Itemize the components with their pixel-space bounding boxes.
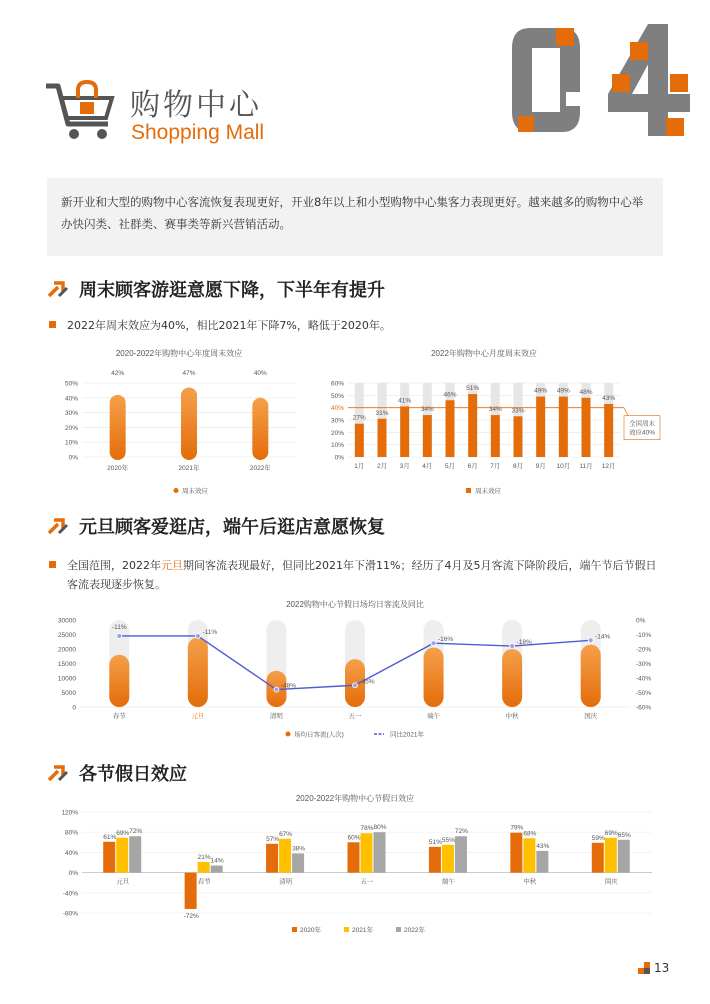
data-label: 42% bbox=[111, 370, 125, 377]
bar bbox=[292, 853, 304, 872]
legend-line-label: 同比2021年 bbox=[390, 731, 424, 739]
x-tick-label: 1月 bbox=[354, 463, 365, 470]
bar bbox=[116, 838, 128, 873]
x-tick-label: 元旦 bbox=[191, 713, 205, 720]
data-label: 14% bbox=[210, 857, 224, 865]
y-tick-label: 40% bbox=[64, 395, 78, 403]
chart-title: 2022购物中心节假日场均日客流及同比 bbox=[286, 600, 424, 609]
reference-callout-leader bbox=[624, 408, 628, 416]
bar bbox=[468, 394, 477, 457]
bar bbox=[491, 415, 500, 457]
data-label: 67% bbox=[279, 830, 293, 838]
data-label: 59% bbox=[591, 834, 605, 842]
bar bbox=[536, 851, 548, 873]
chart-title: 2022年购物中心月度周末效应 bbox=[431, 349, 537, 358]
y-left-tick-label: 5000 bbox=[61, 690, 76, 697]
data-label: 40% bbox=[253, 370, 267, 377]
bar bbox=[266, 844, 278, 873]
y-right-tick-label: -40% bbox=[636, 675, 652, 683]
y-tick-label: 60% bbox=[330, 380, 344, 388]
yoy-point bbox=[431, 641, 436, 646]
bar bbox=[355, 424, 364, 457]
x-tick-label: 2022年 bbox=[249, 465, 271, 472]
intro-text: 新开业和大型的购物中心客流恢复表现更好，开业8年以上和小型购物中心集客力表现更好。越来越多的购物中心举办快闪类、社群类、赛事类等新兴营销活动。 bbox=[47, 178, 663, 256]
yoy-point bbox=[353, 683, 358, 688]
data-label: 68% bbox=[523, 830, 537, 838]
bar bbox=[361, 833, 373, 872]
section-heading-holiday-traffic: 元旦顾客爱逛店，端午后逛店意愿恢复 bbox=[47, 513, 385, 539]
x-tick-label: 元旦 bbox=[116, 878, 130, 886]
x-tick-label: 2月 bbox=[376, 463, 388, 470]
x-tick-label: 端午 bbox=[427, 713, 441, 720]
bar bbox=[604, 404, 613, 457]
data-label: 69% bbox=[604, 829, 618, 837]
y-right-tick-label: 0% bbox=[636, 617, 646, 625]
data-label: 27% bbox=[352, 414, 366, 422]
reference-label: 效应40% bbox=[628, 429, 656, 437]
legend-swatch bbox=[174, 488, 179, 493]
legend-label: 2022年 bbox=[404, 927, 425, 934]
legend-swatch bbox=[466, 488, 471, 493]
x-tick-label: 5月 bbox=[444, 463, 456, 470]
legend-swatch bbox=[292, 927, 297, 932]
yoy-point bbox=[117, 633, 122, 638]
bar bbox=[252, 398, 268, 460]
chart-holiday-effect bbox=[40, 789, 670, 939]
bar bbox=[424, 648, 444, 707]
chart-title: 2020-2022年购物中心年度周末效应 bbox=[115, 349, 243, 358]
x-tick-label: 国庆 bbox=[584, 713, 598, 720]
y-tick-label: 30% bbox=[64, 410, 78, 418]
y-left-tick-label: 25000 bbox=[57, 632, 76, 639]
yoy-point bbox=[588, 638, 593, 643]
data-label: 79% bbox=[510, 824, 524, 832]
yoy-data-label: -45% bbox=[359, 678, 375, 686]
data-label: 31% bbox=[375, 409, 389, 417]
data-label: 43% bbox=[536, 842, 550, 850]
y-tick-label: 10% bbox=[64, 439, 78, 447]
bar bbox=[523, 838, 535, 872]
data-label: 41% bbox=[398, 397, 412, 405]
bullet-weekend: 2022年周末效应为40%，相比2021年下降7%，略低于2020年。 bbox=[47, 316, 607, 335]
legend-label: 周末效应 bbox=[475, 488, 501, 495]
reference-label: 全国周末 bbox=[629, 420, 655, 428]
x-tick-label: 春节 bbox=[197, 878, 211, 886]
chart-holiday-effect-svg bbox=[40, 789, 670, 939]
data-label: 72% bbox=[129, 828, 143, 836]
y-tick-label: 50% bbox=[330, 392, 344, 400]
legend-bars-swatch bbox=[286, 732, 291, 737]
y-left-tick-label: 30000 bbox=[57, 617, 76, 625]
bar bbox=[211, 866, 223, 873]
x-tick-label: 清明 bbox=[279, 878, 293, 886]
chart-holiday-traffic-svg bbox=[40, 594, 670, 750]
chart-holiday-traffic bbox=[40, 594, 670, 750]
page-number: 13 bbox=[638, 961, 669, 975]
y-left-tick-label: 10000 bbox=[57, 675, 76, 683]
data-label: 49% bbox=[556, 387, 570, 395]
y-tick-label: 40% bbox=[330, 405, 344, 413]
y-tick-label: 0% bbox=[334, 454, 344, 462]
bar bbox=[129, 836, 141, 872]
bar bbox=[348, 842, 360, 872]
chart-monthly-weekend-effect bbox=[318, 342, 662, 504]
y-tick-label: 40% bbox=[64, 849, 78, 857]
chart-annual-weekend-effect-svg bbox=[54, 342, 304, 504]
x-tick-label: 春节 bbox=[112, 713, 126, 720]
y-tick-label: -40% bbox=[62, 890, 78, 898]
data-label: 38% bbox=[292, 845, 306, 853]
bar bbox=[110, 395, 126, 460]
bar bbox=[536, 397, 545, 457]
data-label: 47% bbox=[182, 370, 196, 377]
bar bbox=[181, 387, 197, 460]
x-tick-label: 10月 bbox=[556, 463, 571, 470]
bar bbox=[605, 838, 617, 873]
y-left-tick-label: 20000 bbox=[57, 646, 76, 654]
yoy-point bbox=[510, 644, 515, 649]
bar bbox=[581, 645, 601, 707]
data-label: 78% bbox=[360, 825, 374, 833]
x-tick-label: 4月 bbox=[422, 463, 433, 470]
bar bbox=[279, 839, 291, 873]
yoy-point bbox=[274, 687, 279, 692]
bar bbox=[582, 398, 591, 457]
bullet-holiday: 全国范围，2022年元旦期间客流表现最好，但同比2021年下滑11%；经历了4月及5月客流下降阶段后，端午节后节假日客流表现逐步恢复。 bbox=[47, 556, 663, 594]
data-label: 33% bbox=[511, 407, 525, 415]
y-left-tick-label: 0 bbox=[72, 704, 76, 712]
x-tick-label: 端午 bbox=[441, 878, 455, 886]
y-right-tick-label: -60% bbox=[636, 704, 652, 712]
bar bbox=[446, 400, 455, 457]
yoy-data-label: -11% bbox=[111, 623, 127, 631]
chapter-number-graphic bbox=[508, 22, 694, 138]
bar bbox=[514, 416, 523, 457]
bar bbox=[502, 649, 522, 707]
bar bbox=[455, 836, 467, 872]
data-label: 49% bbox=[534, 387, 548, 395]
bar bbox=[429, 847, 441, 873]
page-title: 购物中心 bbox=[130, 88, 262, 123]
y-tick-label: 0% bbox=[68, 454, 78, 462]
bar bbox=[188, 637, 208, 707]
chart-monthly-weekend-effect-svg bbox=[318, 342, 662, 504]
data-label: 72% bbox=[454, 828, 468, 836]
x-tick-label: 五一 bbox=[360, 878, 374, 886]
bar bbox=[374, 832, 386, 872]
data-label: 34% bbox=[420, 406, 434, 414]
bar bbox=[442, 845, 454, 873]
data-label: 48% bbox=[579, 388, 593, 396]
section-heading-weekend: 周末顾客游逛意愿下降，下半年有提升 bbox=[47, 276, 385, 302]
y-tick-label: 50% bbox=[64, 380, 78, 388]
x-tick-label: 中秋 bbox=[523, 878, 537, 886]
arrow-icon bbox=[47, 517, 69, 535]
y-tick-label: 120% bbox=[61, 809, 78, 817]
chart-annual-weekend-effect bbox=[54, 342, 304, 504]
data-label: 34% bbox=[488, 406, 502, 414]
legend-label: 周末效应 bbox=[182, 488, 208, 495]
legend-label: 2020年 bbox=[300, 927, 321, 934]
data-label: 55% bbox=[441, 836, 455, 844]
data-label: 57% bbox=[266, 835, 280, 843]
x-tick-label: 清明 bbox=[269, 713, 283, 720]
y-tick-label: 80% bbox=[64, 829, 78, 837]
x-tick-label: 12月 bbox=[601, 463, 616, 470]
bullet-marker bbox=[49, 321, 56, 328]
data-label: 60% bbox=[347, 834, 361, 842]
yoy-data-label: -48% bbox=[280, 682, 297, 690]
bar bbox=[103, 842, 115, 873]
bar bbox=[400, 406, 409, 457]
legend-label: 2021年 bbox=[352, 927, 373, 934]
data-label: -72% bbox=[183, 912, 199, 920]
x-tick-label: 2020年 bbox=[107, 465, 129, 472]
y-tick-label: 10% bbox=[330, 442, 344, 450]
y-right-tick-label: -10% bbox=[636, 632, 652, 639]
data-label: 69% bbox=[116, 829, 130, 837]
data-label: 43% bbox=[602, 394, 616, 402]
x-tick-label: 3月 bbox=[399, 463, 410, 470]
y-right-tick-label: -50% bbox=[636, 690, 652, 697]
data-label: 46% bbox=[443, 391, 457, 399]
arrow-icon bbox=[47, 764, 69, 782]
page-subtitle: Shopping Mall bbox=[131, 121, 265, 144]
data-label: 51% bbox=[466, 385, 480, 393]
data-label: 21% bbox=[197, 853, 211, 861]
yoy-data-label: -16% bbox=[437, 636, 454, 644]
bar bbox=[618, 840, 630, 873]
x-tick-label: 中秋 bbox=[505, 713, 519, 720]
yoy-data-label: -11% bbox=[202, 628, 218, 636]
x-tick-label: 6月 bbox=[467, 463, 478, 470]
page-marker-icon bbox=[638, 962, 650, 974]
y-tick-label: 20% bbox=[64, 424, 78, 432]
x-tick-label: 7月 bbox=[490, 463, 501, 470]
x-tick-label: 国庆 bbox=[604, 878, 618, 886]
bar bbox=[592, 843, 604, 873]
bar bbox=[198, 862, 210, 873]
x-tick-label: 2021年 bbox=[178, 465, 200, 472]
y-tick-label: -80% bbox=[62, 910, 78, 918]
x-tick-label: 8月 bbox=[512, 463, 524, 470]
shopping-cart-icon bbox=[44, 78, 116, 144]
bar bbox=[185, 873, 197, 909]
data-label: 61% bbox=[103, 833, 117, 841]
data-label: 51% bbox=[428, 838, 442, 846]
x-tick-label: 9月 bbox=[535, 463, 546, 470]
bar bbox=[510, 833, 522, 873]
bar bbox=[423, 415, 432, 457]
data-label: 80% bbox=[373, 824, 387, 832]
section-heading-holiday-effect: 各节假日效应 bbox=[47, 760, 187, 786]
chart-title: 2020-2022年购物中心节假日效应 bbox=[295, 794, 415, 803]
y-right-tick-label: -30% bbox=[636, 661, 652, 668]
bar bbox=[109, 655, 129, 707]
yoy-data-label: -18% bbox=[516, 639, 532, 647]
legend-bars-label: 场均日客流(人次) bbox=[294, 731, 344, 739]
bullet-marker bbox=[49, 561, 56, 568]
legend-swatch bbox=[344, 927, 349, 932]
data-label: 65% bbox=[617, 831, 631, 839]
x-tick-label: 11月 bbox=[579, 463, 593, 470]
arrow-icon bbox=[47, 280, 69, 298]
yoy-point bbox=[195, 633, 200, 638]
bar bbox=[378, 419, 387, 457]
y-tick-label: 30% bbox=[330, 417, 344, 425]
x-tick-label: 五一 bbox=[348, 713, 362, 720]
bar bbox=[559, 397, 568, 457]
yoy-data-label: -14% bbox=[595, 633, 611, 641]
y-tick-label: 0% bbox=[68, 870, 78, 878]
y-tick-label: 20% bbox=[330, 429, 344, 437]
y-right-tick-label: -20% bbox=[636, 646, 652, 654]
legend-swatch bbox=[396, 927, 401, 932]
y-left-tick-label: 15000 bbox=[57, 661, 76, 668]
